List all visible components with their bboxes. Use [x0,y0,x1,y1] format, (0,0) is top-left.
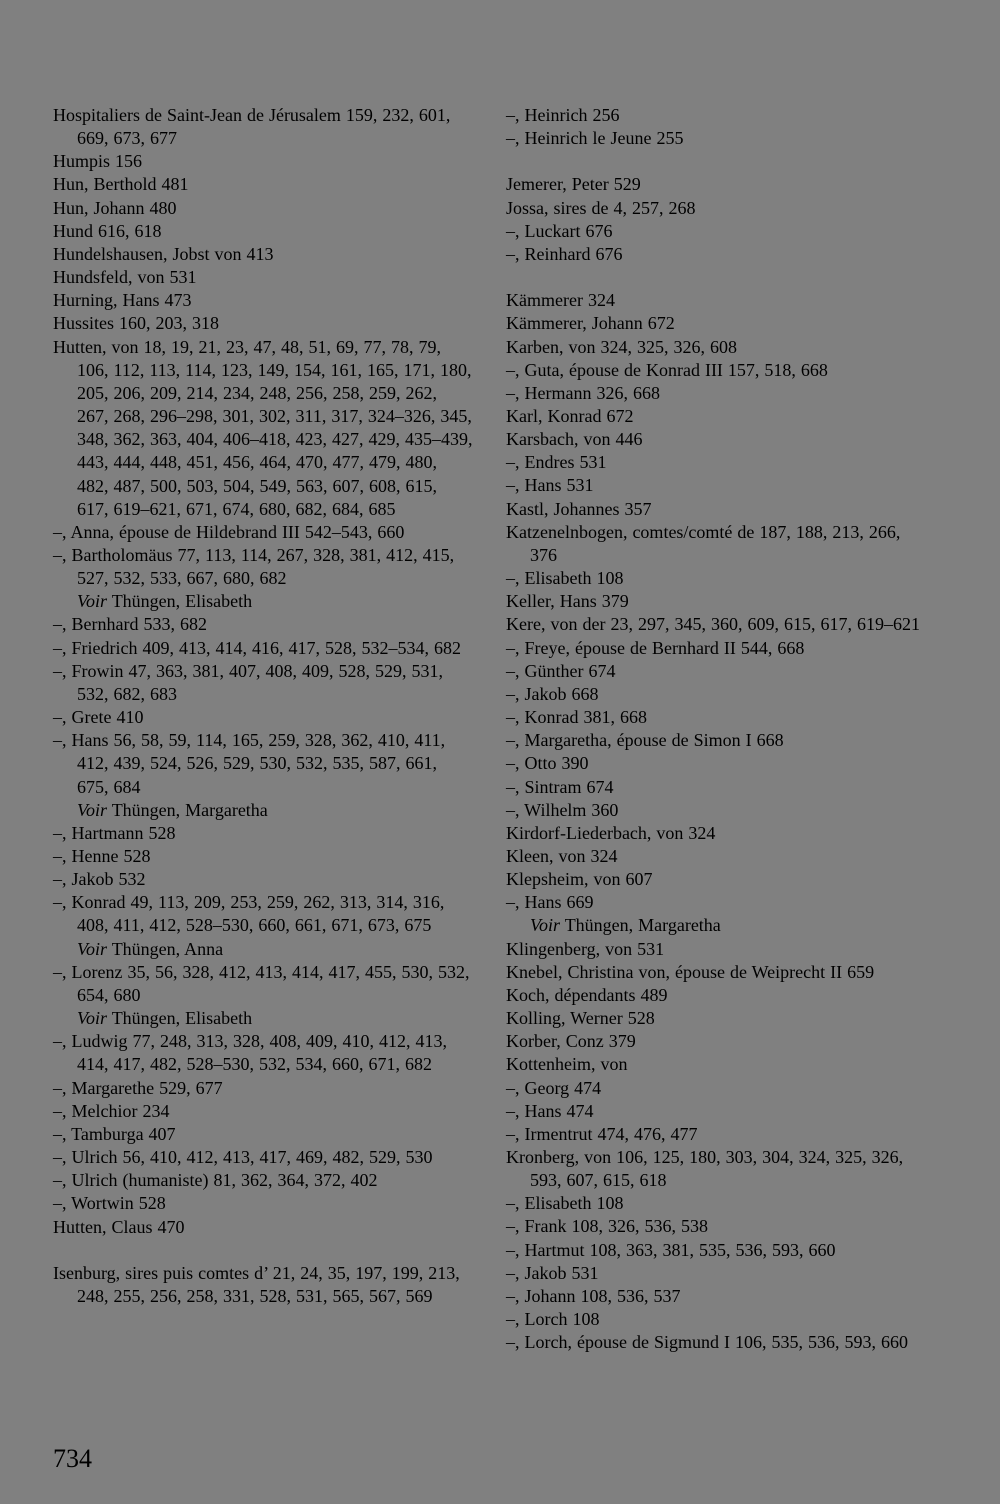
index-entry: –, Reinhard 676 [506,243,623,264]
index-entry: Keller, Hans 379 [506,591,629,612]
index-entry: Kleen, von 324 [506,845,618,866]
index-entry: –, Hans 669 [506,892,594,913]
index-entry: –, Elisabeth 108 [506,1193,624,1214]
voir-label: Voir [530,915,561,936]
index-entry: –, Henne 528 [53,846,151,866]
index-entry: Katzenelnbogen, comtes/comté de 187, 188, 213, 266, 376 [506,521,901,565]
index-entry: Hundsfeld, von 531 [53,267,197,288]
cross-reference-target: Thüngen, Elisabeth [107,1008,253,1029]
index-entry: –, Wilhelm 360 [506,799,619,820]
index-entry: Kolling, Werner 528 [506,1008,655,1029]
index-entry: –, Hermann 326, 668 [506,382,660,403]
index-entry: –, Johann 108, 536, 537 [506,1285,681,1306]
index-entry: –, Hans 474 [506,1100,594,1121]
index-entry: –, Melchior 234 [53,1100,170,1121]
index-entry: –, Jakob 531 [506,1262,599,1283]
index-entry: –, Hartmut 108, 363, 381, 535, 536, 593, 660 [506,1239,836,1260]
index-entry: Koch, dépendants 489 [506,984,668,1005]
index-entry: –, Anna, épouse de Hildebrand III 542–543, 660 [53,521,405,542]
index-entry: –, Wortwin 528 [53,1193,166,1214]
index-entry: –, Ludwig 77, 248, 313, 328, 408, 409, 410, 412, 413, 414, 417, 482, 528–530, 532, 534, 660, 671, 682 [53,1031,447,1075]
index-entry: Hutten, von 18, 19, 21, 23, 47, 48, 51, 69, 77, 78, 79, 106, 112, 113, 114, 123, 149, 154, 161, 165, 171, 180, 205, 206, 209, 214, 234, 248, 256, 258, 259, 262, 267, 268, 296–298, 301, 302, 311, 317, 324–326, 345, 348, 362, 363, 404, 406–418, 423, 427, 429, 435–439, 443, 444, 448, 451, 456, 464, 470, 477, 479, 480, 482, 487, 500, 503, 504, 549, 563, 607, 608, 615, 617, 619–621, 671, 674, 680, 682, 684, 685 [53,336,473,519]
index-entry: Karl, Konrad 672 [506,406,634,426]
index-entry: –, Margaretha, épouse de Simon I 668 [506,730,784,751]
voir-label: Voir [77,938,108,959]
index-entry: Jemerer, Peter 529 [506,174,641,195]
index-entry: –, Georg 474 [506,1077,602,1098]
voir-label: Voir [77,1008,108,1029]
cross-reference-target: Thüngen, Margaretha [560,915,721,936]
index-entry: Kottenheim, von [506,1054,628,1075]
voir-label: Voir [77,591,108,612]
index-entry: –, Hans 531 [506,475,594,496]
index-entry: –, Hartmann 528 [53,822,176,843]
index-entry: Kere, von der 23, 297, 345, 360, 609, 615, 617, 619–621 [506,614,920,635]
index-entry: Korber, Conz 379 [506,1031,636,1052]
index-entry: Karsbach, von 446 [506,429,643,450]
cross-reference [53,799,473,822]
index-entry: Kronberg, von 106, 125, 180, 303, 304, 324, 325, 326, 593, 607, 615, 618 [506,1147,904,1191]
index-entry: Hun, Johann 480 [53,197,177,218]
index-entry: –, Bernhard 533, 682 [53,614,207,635]
index-entry: Hutten, Claus 470 [53,1216,185,1237]
index-entry: –, Ulrich 56, 410, 412, 413, 417, 469, 482, 529, 530 [53,1147,433,1168]
index-entry: Hund 616, 618 [53,220,162,241]
index-entry: –, Jakob 668 [506,683,599,704]
index-entry: Knebel, Christina von, épouse de Weiprecht II 659 [506,961,875,982]
index-entry: –, Tamburga 407 [53,1123,176,1144]
cross-reference [506,914,926,937]
index-entry: –, Luckart 676 [506,220,613,241]
cross-reference [53,938,473,961]
index-entry: –, Freye, épouse de Bernhard II 544, 668 [506,637,805,658]
left-column [53,104,473,1308]
index-entry: –, Frank 108, 326, 536, 538 [506,1216,708,1237]
index-entry: Hun, Berthold 481 [53,174,189,195]
index-entry: Humpis 156 [53,151,143,172]
index-entry: Karben, von 324, 325, 326, 608 [506,336,737,357]
index-entry: –, Irmentrut 474, 476, 477 [506,1123,698,1144]
index-entry: Klingenberg, von 531 [506,938,665,959]
index-entry: –, Endres 531 [506,452,607,473]
index-entry: –, Jakob 532 [53,869,146,890]
cross-reference [53,1007,473,1030]
index-entry: –, Otto 390 [506,753,589,774]
index-entry: –, Elisabeth 108 [506,568,624,589]
index-entry: –, Heinrich 256 [506,105,620,125]
index-entry: Klepsheim, von 607 [506,869,653,890]
index-entry: –, Sintram 674 [506,776,614,797]
index-entry: –, Margarethe 529, 677 [53,1077,223,1098]
index-entry: –, Heinrich le Jeune 255 [506,128,684,149]
index-entry: –, Guta, épouse de Konrad III 157, 518, 668 [506,359,828,380]
index-entry: Hurning, Hans 473 [53,290,192,311]
right-column [506,104,926,1354]
index-entry: –, Lorch, épouse de Sigmund I 106, 535, 536, 593, 660 [506,1332,908,1353]
index-entry: Jossa, sires de 4, 257, 268 [506,197,696,218]
index-entry: –, Ulrich (humaniste) 81, 362, 364, 372, 402 [53,1170,378,1191]
index-entry: –, Hans 56, 58, 59, 114, 165, 259, 328, 362, 410, 411, 412, 439, 524, 526, 529, 530, 532, 535, 587, 661, 675, 684 [53,730,446,797]
index-entry: –, Bartholomäus 77, 113, 114, 267, 328, 381, 412, 415, 527, 532, 533, 667, 680, 682 [53,544,455,589]
index-entry: Isenburg, sires puis comtes d’ 21, 24, 35, 197, 199, 213, 248, 255, 256, 258, 331, 528, 531, 565, 567, 569 [53,1262,460,1306]
index-entry: –, Günther 674 [506,660,616,681]
cross-reference-target: Thüngen, Elisabeth [107,591,253,612]
index-entry: Hussites 160, 203, 318 [53,313,220,334]
cross-reference [53,590,473,613]
index-entry: Kastl, Johannes 357 [506,498,652,519]
index-entry: Kämmerer, Johann 672 [506,313,675,334]
index-entry: –, Lorenz 35, 56, 328, 412, 413, 414, 417, 455, 530, 532, 654, 680 [53,961,470,1005]
voir-label: Voir [77,799,108,820]
index-entry: –, Lorch 108 [506,1309,600,1330]
cross-reference-target: Thüngen, Margaretha [107,799,268,820]
index-entry: –, Konrad 381, 668 [506,707,647,728]
index-entry: –, Grete 410 [53,707,144,728]
index-entry: –, Frowin 47, 363, 381, 407, 408, 409, 528, 529, 531, 532, 682, 683 [53,660,444,704]
index-entry: Hospitaliers de Saint-Jean de Jérusalem 159, 232, 601, 669, 673, 677 [53,105,451,149]
index-entry: Kirdorf-Liederbach, von 324 [506,822,716,843]
index-entry: Kämmerer 324 [506,290,615,311]
cross-reference-target: Thüngen, Anna [107,938,224,959]
index-entry: –, Konrad 49, 113, 209, 253, 259, 262, 313, 314, 316, 408, 411, 412, 528–530, 660, 661, 671, 673, 675 [53,892,445,936]
page-number: 734 [53,1444,92,1473]
index-entry: Hundelshausen, Jobst von 413 [53,243,274,264]
index-entry: –, Friedrich 409, 413, 414, 416, 417, 528, 532–534, 682 [53,637,461,658]
